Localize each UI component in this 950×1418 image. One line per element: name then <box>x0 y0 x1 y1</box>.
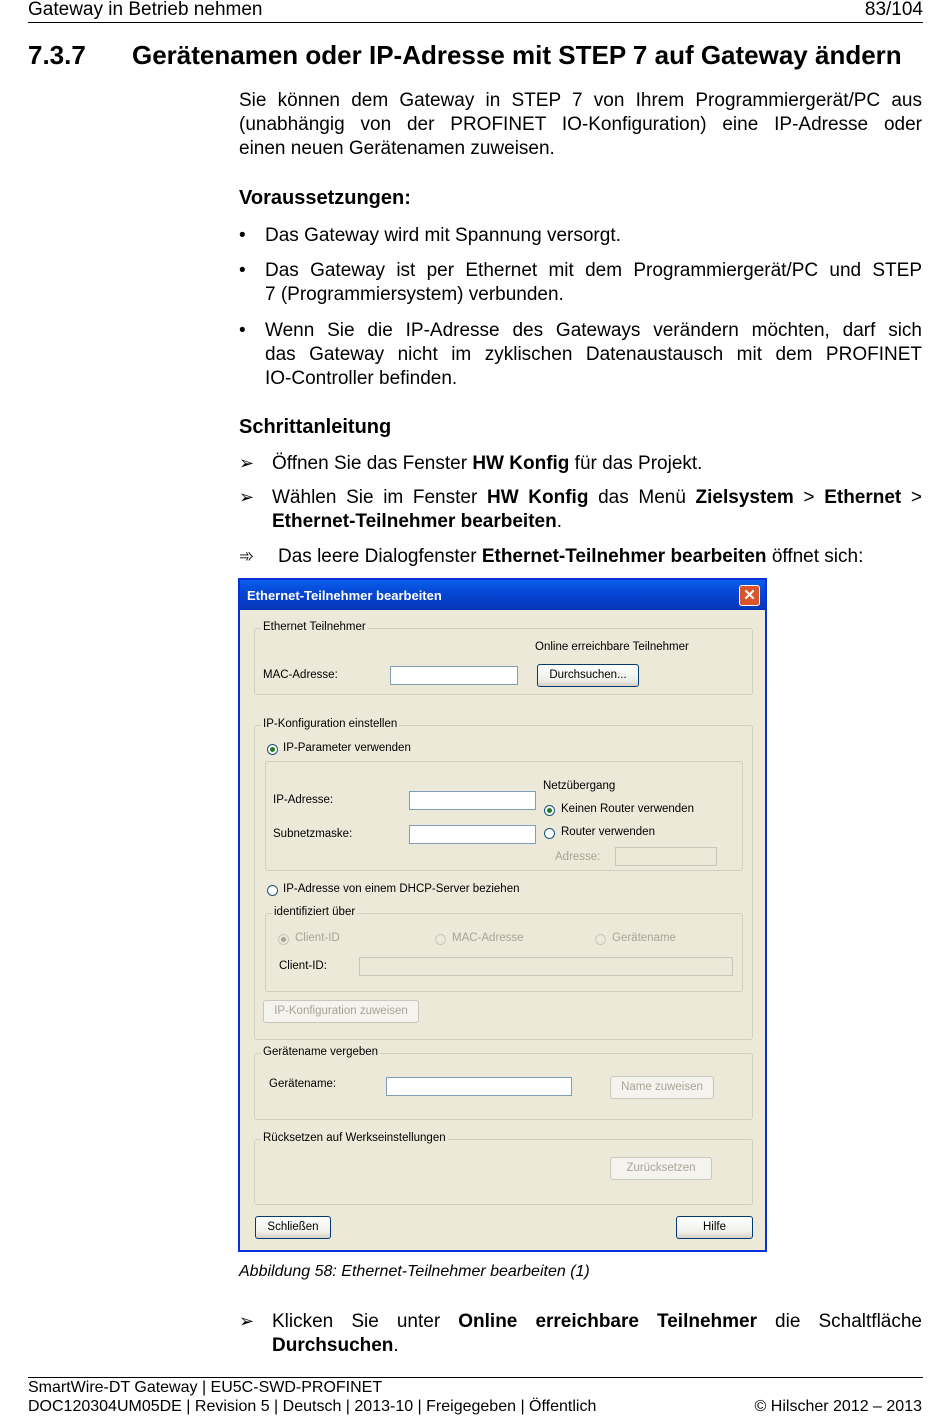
device-name-input[interactable] <box>386 1077 572 1096</box>
footer-document-info: DOC120304UM05DE | Revision 5 | Deutsch | 2013-10 | Freigegeben | Öffentlich <box>28 1398 597 1415</box>
gateway-label: Netzübergang <box>543 780 616 792</box>
subnet-mask-input[interactable] <box>409 825 536 844</box>
step-item <box>239 452 922 476</box>
group-identified-by <box>265 906 743 992</box>
footer-product: SmartWire-DT Gateway | EU5C-SWD-PROFINET <box>28 1379 383 1396</box>
section-title <box>28 40 902 71</box>
bullet-line: Wenn Sie die IP-Adresse des Gateways verändern möchten, darf sich <box>265 320 922 341</box>
group-label: identifiziert über <box>274 906 356 918</box>
mac-address-label: MAC-Adresse: <box>263 669 338 681</box>
page-header <box>28 0 923 23</box>
group-label: Rücksetzen auf Werkseinstellungen <box>263 1132 446 1144</box>
radio-label: MAC-Adresse <box>452 932 524 944</box>
prerequisites-heading: Voraussetzungen: <box>239 187 411 209</box>
ip-address-input[interactable] <box>409 791 536 810</box>
device-name-label: Gerätename: <box>269 1078 337 1090</box>
radio-mac-address[interactable] <box>435 934 446 945</box>
close-button[interactable]: Schließen <box>255 1216 331 1239</box>
bullet-item <box>239 319 922 391</box>
result-item <box>239 545 922 569</box>
radio-label: Client-ID <box>295 932 340 944</box>
subnet-mask-label: Subnetzmaske: <box>273 828 353 840</box>
group-label: Gerätename vergeben <box>263 1046 379 1058</box>
step-text: Klicken Sie unter Online erreichbare Teilnehmer die Schaltfläche Durchsuchen. <box>272 1311 922 1356</box>
bullet-line: IO-Controller befinden. <box>265 368 458 389</box>
arrow-bullet-icon: ➢ <box>239 487 255 507</box>
radio-device-name[interactable] <box>595 934 606 945</box>
close-icon[interactable]: ✕ <box>739 585 760 606</box>
radio-client-id[interactable] <box>278 934 289 945</box>
footer-copyright: © Hilscher 2012 – 2013 <box>754 1398 922 1415</box>
bullet-item <box>239 259 922 307</box>
dialog-title: Ethernet-Teilnehmer bearbeiten <box>247 588 442 603</box>
client-id-label: Client-ID: <box>279 960 327 972</box>
group-device-name <box>254 1046 753 1120</box>
router-address-input <box>615 847 717 866</box>
radio-label: Gerätename <box>612 932 676 944</box>
group-ethernet-node <box>254 621 753 695</box>
bullet-line: Das Gateway ist per Ethernet mit dem Programmiergerät/PC und STEP <box>265 260 922 281</box>
intro-line: einen neuen Gerätenamen zuweisen. <box>239 138 555 159</box>
step-text: Wählen Sie im Fenster HW Konfig das Menü Zielsystem > Ethernet > Ethernet-Teilnehmer bearbeiten. <box>272 487 923 532</box>
result-arrow-icon: ➾ <box>239 546 255 566</box>
group-label: Ethernet Teilnehmer <box>263 621 366 633</box>
step-text: Öffnen Sie das Fenster HW Konfig für das Projekt. <box>272 453 703 474</box>
router-address-label: Adresse: <box>555 851 601 863</box>
group-ip-params <box>265 761 743 871</box>
intro-line: Sie können dem Gateway in STEP 7 von Ihrem Programmiergerät/PC aus <box>239 90 922 111</box>
radio-label: Keinen Router verwenden <box>561 803 694 815</box>
bullet-icon: • <box>239 320 246 341</box>
radio-label: IP-Adresse von einem DHCP-Server beziehen <box>283 883 520 895</box>
figure-caption: Abbildung 58: Ethernet-Teilnehmer bearbeiten (1) <box>239 1263 590 1280</box>
radio-use-router[interactable] <box>544 828 555 839</box>
assign-name-button[interactable]: Name zuweisen <box>610 1076 714 1099</box>
group-factory-reset <box>254 1132 753 1205</box>
dialog-titlebar <box>240 580 765 610</box>
mac-address-input[interactable] <box>390 666 518 685</box>
ethernet-node-dialog <box>238 578 767 1252</box>
step-item <box>239 486 922 534</box>
bullet-line: 7 (Programmiersystem) verbunden. <box>265 284 564 305</box>
header-title: Gateway in Betrieb nehmen <box>28 0 263 20</box>
group-ip-config <box>254 718 753 1040</box>
assign-ip-config-button[interactable]: IP-Konfiguration zuweisen <box>263 1000 419 1023</box>
radio-no-router[interactable] <box>544 805 555 816</box>
reset-button[interactable]: Zurücksetzen <box>610 1157 712 1180</box>
intro-paragraph <box>239 89 922 161</box>
bullet-item <box>239 224 922 248</box>
arrow-bullet-icon: ➢ <box>239 453 255 473</box>
online-nodes-label: Online erreichbare Teilnehmer <box>535 641 689 653</box>
bullet-icon: • <box>239 225 246 246</box>
bullet-icon: • <box>239 260 246 281</box>
intro-line: (unabhängig von der PROFINET IO-Konfiguration) eine IP-Adresse oder <box>239 114 922 135</box>
radio-dhcp[interactable] <box>267 885 278 896</box>
ip-address-label: IP-Adresse: <box>273 794 334 806</box>
group-label: IP-Konfiguration einstellen <box>263 718 398 730</box>
steps-heading: Schrittanleitung <box>239 416 392 438</box>
arrow-bullet-icon: ➢ <box>239 1311 255 1331</box>
bullet-line: das Gateway nicht im zyklischen Datenaustausch mit dem PROFINET <box>265 344 922 365</box>
radio-label: IP-Parameter verwenden <box>283 742 411 754</box>
radio-use-ip-params[interactable] <box>267 744 278 755</box>
footer-divider <box>28 1377 923 1378</box>
section-heading: Gerätenamen oder IP-Adresse mit STEP 7 auf Gateway ändern <box>132 40 902 70</box>
bullet-line: Das Gateway wird mit Spannung versorgt. <box>265 225 621 246</box>
result-text: Das leere Dialogfenster Ethernet-Teilnehmer bearbeiten öffnet sich: <box>278 546 864 567</box>
section-number: 7.3.7 <box>28 40 86 70</box>
help-button[interactable]: Hilfe <box>676 1216 753 1239</box>
radio-label: Router verwenden <box>561 826 655 838</box>
browse-button[interactable]: Durchsuchen... <box>537 664 639 687</box>
step-item <box>239 1310 922 1358</box>
client-id-input <box>359 957 733 976</box>
page-number: 83/104 <box>864 0 923 20</box>
